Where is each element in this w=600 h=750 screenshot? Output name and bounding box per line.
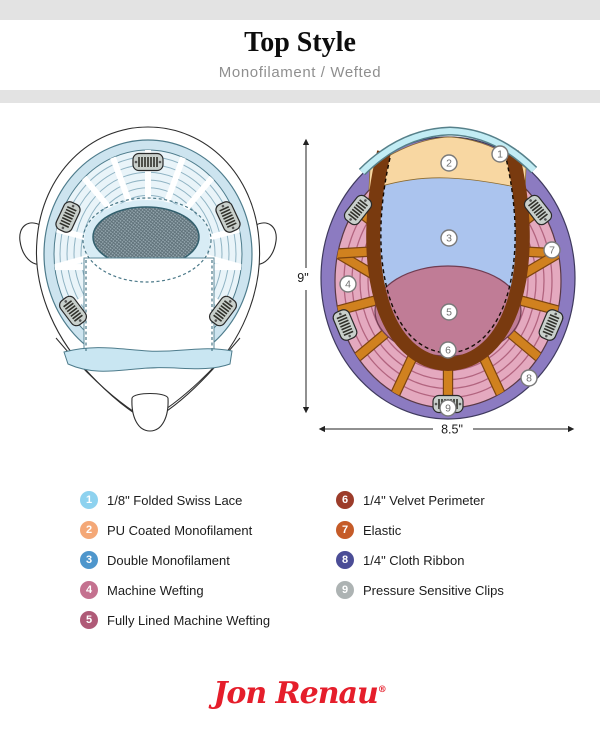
brand-logo-text: Jon Renau: [213, 676, 378, 711]
svg-text:5: 5: [446, 306, 452, 319]
svg-text:9: 9: [445, 402, 451, 415]
marker-2: [441, 155, 457, 171]
front-lace-band: [64, 348, 232, 372]
cap-materials-diagram: [297, 131, 575, 437]
legend-number-badge: 7: [336, 521, 354, 539]
legend-item-label: Elastic: [363, 522, 402, 538]
legend-column-left: [80, 485, 270, 635]
svg-text:6: 6: [445, 344, 451, 357]
marker-5: [441, 304, 457, 320]
legend-item: [336, 545, 504, 575]
legend-item: [336, 575, 504, 605]
legend-item-label: 1/4" Velvet Perimeter: [363, 492, 485, 508]
legend-item-label: Machine Wefting: [107, 582, 204, 598]
svg-text:1: 1: [497, 148, 503, 161]
marker-7: [544, 242, 560, 258]
legend-item-label: Fully Lined Machine Wefting: [107, 612, 271, 628]
registered-mark: ®: [377, 685, 387, 695]
legend-item: [336, 515, 504, 545]
page-subtitle: Monofilament / Wefted: [218, 64, 382, 81]
legend-item: [80, 575, 270, 605]
legend-column-right: [336, 485, 504, 605]
legend-number-badge: 4: [80, 581, 98, 599]
head-top-view-diagram: [20, 127, 277, 431]
legend-item-label: Pressure Sensitive Clips: [363, 582, 504, 598]
page-title: Top Style: [244, 27, 356, 58]
legend-number-badge: 5: [80, 611, 98, 629]
marker-3: [441, 230, 457, 246]
marker-8: [521, 370, 537, 386]
legend-item-label: 1/8" Folded Swiss Lace: [107, 492, 243, 508]
legend-item: [336, 485, 504, 515]
marker-9: [440, 400, 456, 416]
marker-1: [492, 146, 508, 162]
front-opening-area: [84, 258, 214, 354]
svg-text:3: 3: [446, 232, 452, 245]
legend-item-label: 1/4" Cloth Ribbon: [363, 552, 465, 568]
svg-text:4: 4: [345, 278, 351, 291]
pressure-clip-icon: [133, 154, 163, 171]
marker-6: [440, 342, 456, 358]
legend-number-badge: 1: [80, 491, 98, 509]
brand-logo: [0, 676, 600, 711]
legend-item-label: PU Coated Monofilament: [107, 522, 253, 538]
nose-icon: [132, 394, 168, 432]
svg-text:2: 2: [446, 157, 452, 170]
marker-4: [340, 276, 356, 292]
legend-number-badge: 9: [336, 581, 354, 599]
width-dimension: [320, 423, 573, 437]
legend-item-label: Double Monofilament: [107, 552, 230, 568]
legend-number-badge: 6: [336, 491, 354, 509]
legend-item: [80, 485, 270, 515]
height-dimension: [297, 140, 308, 412]
svg-text:8: 8: [526, 372, 532, 385]
svg-text:7: 7: [549, 244, 555, 257]
legend-number-badge: 2: [80, 521, 98, 539]
legend-number-badge: 3: [80, 551, 98, 569]
legend-item: [80, 545, 270, 575]
legend-item: [80, 605, 270, 635]
width-label: 8.5": [441, 422, 463, 437]
legend-item: [80, 515, 270, 545]
height-label: 9": [297, 271, 309, 285]
legend-number-badge: 8: [336, 551, 354, 569]
